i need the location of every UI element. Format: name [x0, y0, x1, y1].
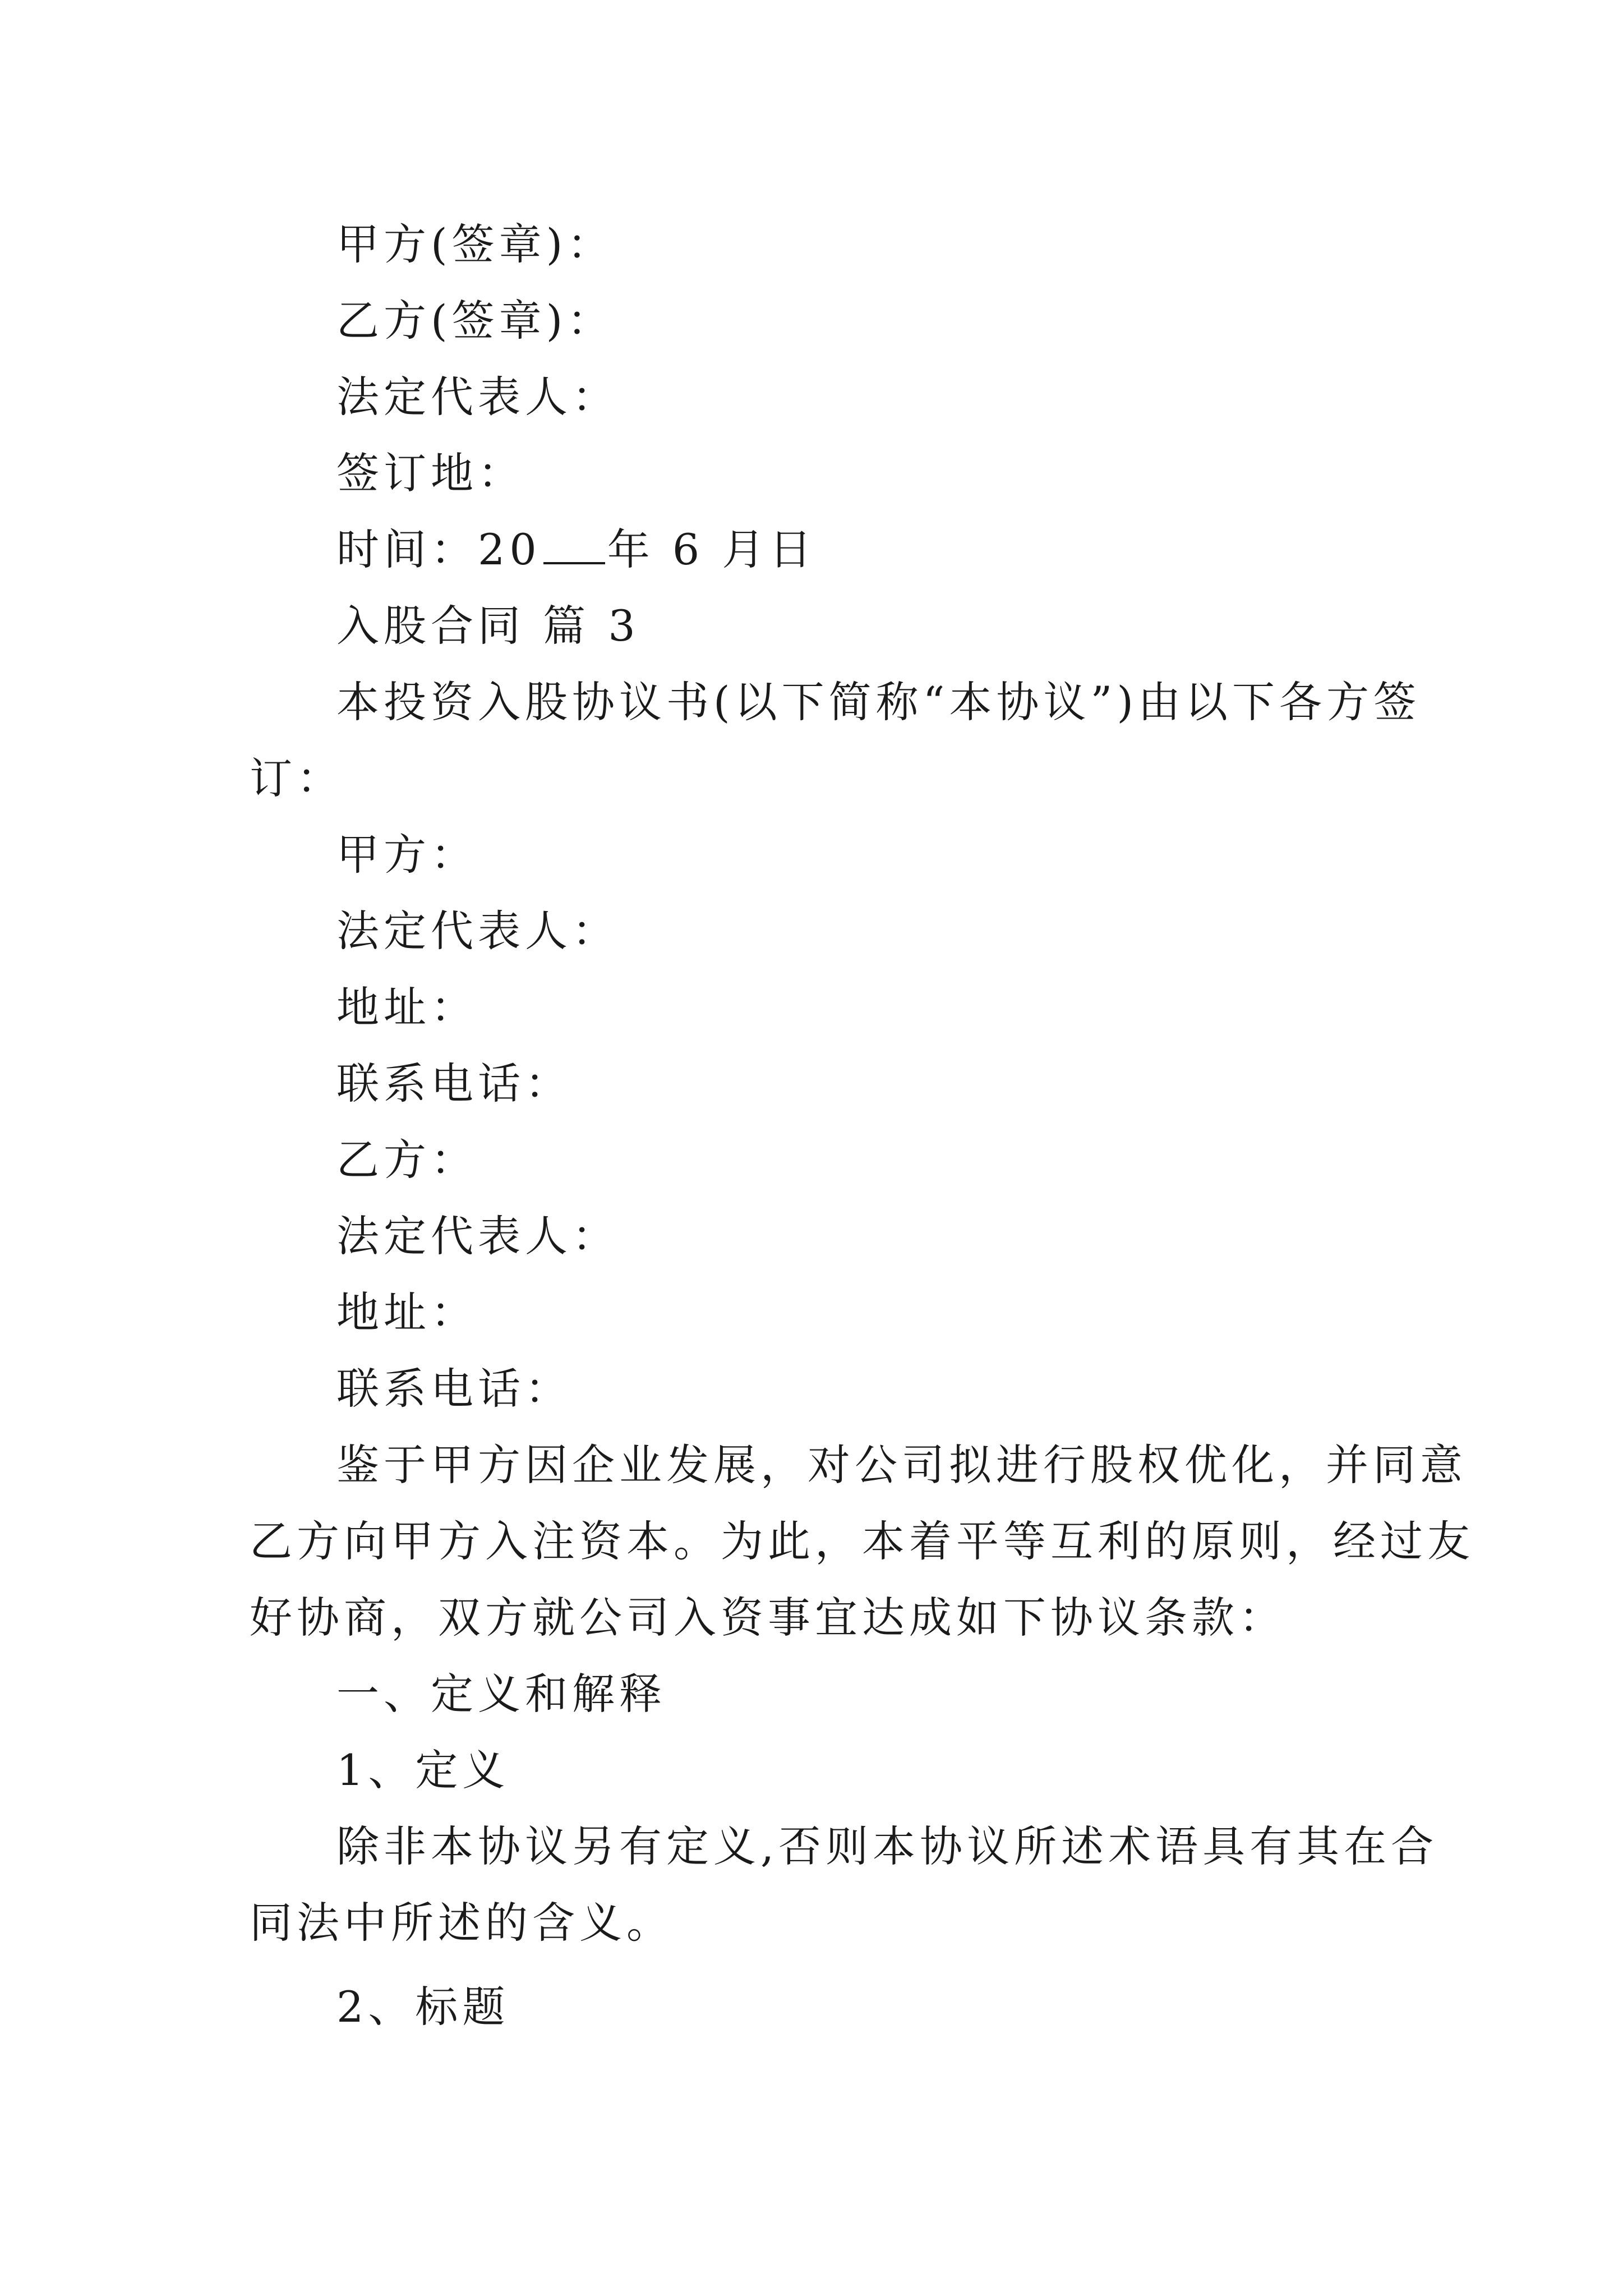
- article-1-heading: 一、定义和解释: [336, 1669, 666, 1719]
- party-a-address: 地址：: [336, 982, 478, 1032]
- party-b-phone: 联系电话：: [336, 1364, 572, 1414]
- signing-date-line: [336, 523, 816, 577]
- signature-party-a: 甲方(签章)：: [336, 219, 615, 269]
- intro-paragraph-line-2: 订：: [250, 753, 344, 803]
- whereas-paragraph-line-3: 好协商，双方就公司入资事宜达成如下协议条款：: [250, 1593, 1286, 1642]
- date-blank: [543, 523, 605, 564]
- whereas-paragraph-line-1: 鉴于甲方因企业发展，对公司拟进行股权优化，并同意: [336, 1440, 1467, 1490]
- legal-representative-line: 法定代表人：: [336, 372, 619, 422]
- party-a-phone: 联系电话：: [336, 1059, 572, 1108]
- party-a-label: 甲方：: [336, 830, 478, 880]
- date-prefix: 时间：20: [336, 524, 541, 574]
- signing-place-line: 签订地：: [336, 448, 525, 498]
- intro-paragraph-line-1: 本投资入股协议书(以下简称“本协议”)由以下各方签: [336, 677, 1421, 727]
- clause-1-text-line-1: 除非本协议另有定义,否则本协议所述术语具有其在合: [336, 1821, 1438, 1871]
- party-a-representative: 法定代表人：: [336, 906, 619, 956]
- date-suffix: 年 6 月日: [607, 524, 817, 574]
- clause-1-text-line-2: 同法中所述的含义。: [250, 1898, 674, 1948]
- clause-2-heading: 2、标题: [336, 1982, 510, 2032]
- signature-party-b: 乙方(签章)：: [336, 296, 615, 346]
- clause-1-heading: 1、定义: [336, 1745, 510, 1795]
- whereas-paragraph-line-2: 乙方向甲方入注资本。为此，本着平等互利的原则，经过友: [250, 1516, 1474, 1566]
- party-b-address: 地址：: [336, 1287, 478, 1337]
- section-heading: 入股合同 篇 3: [336, 601, 640, 651]
- party-b-representative: 法定代表人：: [336, 1211, 619, 1261]
- party-b-label: 乙方：: [336, 1135, 478, 1185]
